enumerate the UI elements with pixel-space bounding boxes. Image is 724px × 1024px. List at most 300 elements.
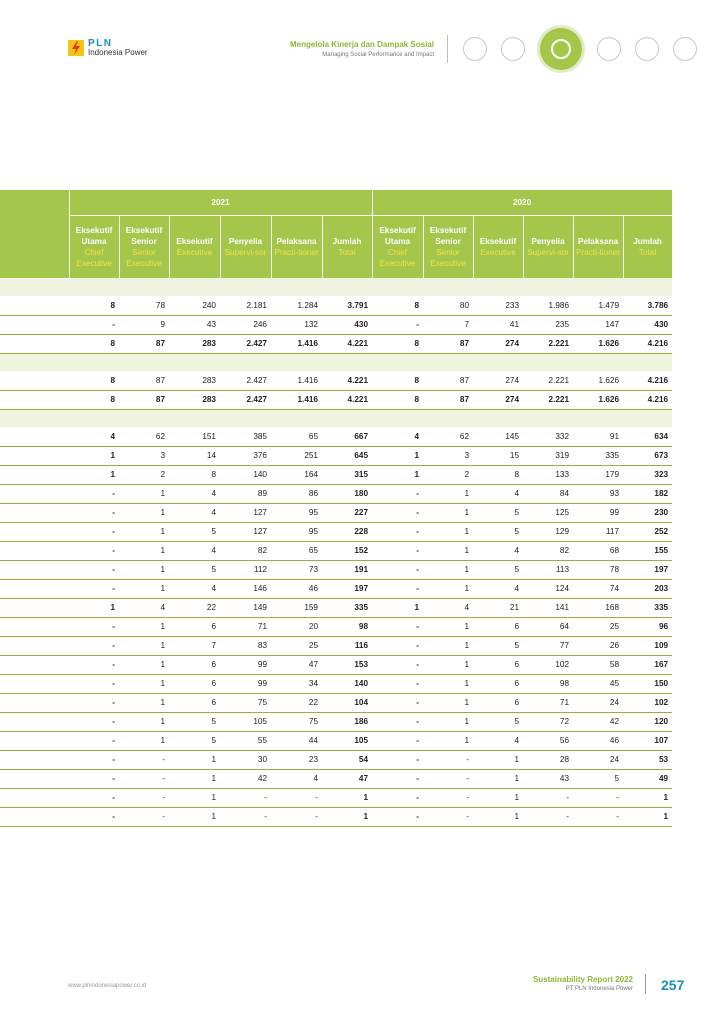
table-cell: 1 <box>119 560 169 579</box>
table-cell: 75 <box>271 712 322 731</box>
chapter-subtitle: Managing Social Performance and Impact <box>322 52 434 58</box>
footer-report-info <box>533 975 633 992</box>
table-cell: 1.626 <box>573 390 623 409</box>
column-header <box>523 216 573 279</box>
table-cell: 71 <box>220 617 271 636</box>
table-cell: 6 <box>169 617 220 636</box>
table-cell: 82 <box>523 541 573 560</box>
column-header <box>372 216 423 279</box>
table-cell: 146 <box>220 579 271 598</box>
table-cell: - <box>69 712 119 731</box>
table-cell: - <box>69 674 119 693</box>
table-cell: 2.221 <box>523 371 573 390</box>
table-cell: 65 <box>271 427 322 446</box>
total-row <box>0 334 672 353</box>
table-cell: 2 <box>423 465 473 484</box>
table-cell: 1 <box>473 769 523 788</box>
table-cell: - <box>69 560 119 579</box>
table-cell: 1 <box>623 788 672 807</box>
table-cell: 4.216 <box>623 334 672 353</box>
table-cell: 430 <box>623 315 672 334</box>
column-header-id: Jumlah <box>633 237 662 246</box>
table-cell: - <box>372 769 423 788</box>
table-cell: 87 <box>119 334 169 353</box>
row-label-cell <box>0 712 69 731</box>
column-header-id: Eksekutif Senior <box>125 226 163 246</box>
table-cell: 4 <box>169 484 220 503</box>
table-cell: 86 <box>271 484 322 503</box>
table-cell: 3 <box>119 446 169 465</box>
column-header-en: Chief Executive <box>379 248 416 268</box>
table-cell: 6 <box>473 693 523 712</box>
table-cell: 168 <box>573 598 623 617</box>
table-row <box>0 769 672 788</box>
table-cell: - <box>69 655 119 674</box>
gear-icon[interactable] <box>501 37 525 61</box>
row-label-cell <box>0 503 69 522</box>
table-cell: 4 <box>473 731 523 750</box>
column-header-id: Eksekutif <box>176 237 213 246</box>
table-cell: - <box>372 788 423 807</box>
table-cell: - <box>220 807 271 826</box>
table-cell: 2.427 <box>220 334 271 353</box>
table-cell: 323 <box>623 465 672 484</box>
table-cell: 6 <box>473 655 523 674</box>
table-cell: - <box>271 788 322 807</box>
table-cell: 2 <box>119 465 169 484</box>
table-cell: 34 <box>271 674 322 693</box>
table-cell: 227 <box>322 503 372 522</box>
lightning-logo-icon <box>68 40 84 56</box>
chapter-nav-icons <box>456 28 704 70</box>
row-label-cell <box>0 334 69 353</box>
column-header <box>119 216 169 279</box>
footer-company: PT PLN Indonesia Power <box>565 986 633 992</box>
table-cell: 1 <box>322 788 372 807</box>
table-cell: - <box>271 807 322 826</box>
table-cell: 74 <box>573 579 623 598</box>
table-cell: 80 <box>423 296 473 315</box>
table-cell: 8 <box>69 390 119 409</box>
table-cell: - <box>69 541 119 560</box>
table-cell: 274 <box>473 371 523 390</box>
column-header-en: Supervi-sor <box>224 248 267 257</box>
table-cell: 89 <box>220 484 271 503</box>
table-cell: 133 <box>523 465 573 484</box>
header-divider <box>447 35 448 63</box>
table-cell: 24 <box>573 693 623 712</box>
table-cell: 107 <box>623 731 672 750</box>
table-cell: 5 <box>169 712 220 731</box>
column-header-en: Senior Executive <box>430 248 466 268</box>
table-cell: 235 <box>523 315 573 334</box>
table-row <box>0 655 672 674</box>
plant-icon[interactable] <box>673 37 697 61</box>
row-label-cell <box>0 617 69 636</box>
table-cell: - <box>372 712 423 731</box>
table-cell: 335 <box>623 598 672 617</box>
table-row <box>0 598 672 617</box>
table-cell: - <box>423 750 473 769</box>
table-cell: 145 <box>473 427 523 446</box>
table-cell: 1 <box>119 674 169 693</box>
table-cell: 1 <box>119 655 169 674</box>
table-cell: 1 <box>423 560 473 579</box>
table-cell: 376 <box>220 446 271 465</box>
table-cell: 4 <box>473 579 523 598</box>
table-cell: - <box>69 731 119 750</box>
table-cell: 1 <box>119 693 169 712</box>
table-cell: 1 <box>423 731 473 750</box>
table-cell: 179 <box>573 465 623 484</box>
table-cell: - <box>69 617 119 636</box>
table-cell: 49 <box>623 769 672 788</box>
table-cell: 1 <box>423 636 473 655</box>
table-cell: 1 <box>473 750 523 769</box>
table-cell: 47 <box>322 769 372 788</box>
table-cell: - <box>69 636 119 655</box>
table-cell: 1.626 <box>573 334 623 353</box>
table-cell: 4.216 <box>623 371 672 390</box>
section-cell <box>0 353 672 371</box>
table-cell: 87 <box>119 371 169 390</box>
table-cell: 152 <box>322 541 372 560</box>
table-cell: 5 <box>473 560 523 579</box>
table-cell: 140 <box>322 674 372 693</box>
table-cell: 104 <box>322 693 372 712</box>
table-cell: 8 <box>372 296 423 315</box>
table-cell: 43 <box>523 769 573 788</box>
table-cell: 186 <box>322 712 372 731</box>
table-cell: - <box>119 750 169 769</box>
table-cell: 164 <box>271 465 322 484</box>
table-cell: 1 <box>169 788 220 807</box>
table-cell: 25 <box>271 636 322 655</box>
table-cell: 6 <box>169 655 220 674</box>
total-row <box>0 390 672 409</box>
table-cell: 1 <box>473 807 523 826</box>
table-cell: 385 <box>220 427 271 446</box>
section-cell <box>0 409 672 427</box>
table-cell: - <box>220 788 271 807</box>
table-row <box>0 674 672 693</box>
table-cell: 149 <box>220 598 271 617</box>
row-label-cell <box>0 750 69 769</box>
table-cell: - <box>423 807 473 826</box>
table-cell: 167 <box>623 655 672 674</box>
chapter-title: Mengelola Kinerja dan Dampak Sosial <box>289 40 434 49</box>
table-cell: 335 <box>322 598 372 617</box>
table-row <box>0 503 672 522</box>
table-cell: 4 <box>119 598 169 617</box>
table-cell: 8 <box>69 371 119 390</box>
table-cell: 99 <box>573 503 623 522</box>
table-cell: 332 <box>523 427 573 446</box>
table-cell: 4 <box>271 769 322 788</box>
hand-care-icon[interactable] <box>597 37 621 61</box>
table-cell: 1 <box>119 731 169 750</box>
section-row <box>0 409 672 427</box>
table-cell: 233 <box>473 296 523 315</box>
table-cell: 673 <box>623 446 672 465</box>
table-cell: 1 <box>119 617 169 636</box>
row-label-cell <box>0 390 69 409</box>
column-header <box>271 216 322 279</box>
table-cell: 42 <box>220 769 271 788</box>
table-cell: 3.791 <box>322 296 372 315</box>
table-cell: 1 <box>169 807 220 826</box>
column-header-row <box>0 216 672 279</box>
table-cell: 87 <box>423 371 473 390</box>
table-row <box>0 371 672 390</box>
table-cell: 5 <box>473 712 523 731</box>
table-cell: 150 <box>623 674 672 693</box>
table-cell: 1 <box>423 617 473 636</box>
table-cell: - <box>372 750 423 769</box>
table-cell: 9 <box>119 315 169 334</box>
row-label-cell <box>0 788 69 807</box>
table-cell: 5 <box>473 503 523 522</box>
row-label-cell <box>0 636 69 655</box>
table-cell: 203 <box>623 579 672 598</box>
table-cell: 4 <box>372 427 423 446</box>
table-cell: 3 <box>423 446 473 465</box>
table-cell: 1 <box>473 788 523 807</box>
table-cell: - <box>573 788 623 807</box>
table-cell: 1 <box>69 446 119 465</box>
table-cell: 87 <box>119 390 169 409</box>
row-label-cell <box>0 560 69 579</box>
table-cell: 1 <box>69 465 119 484</box>
table-cell: - <box>372 484 423 503</box>
column-header-en: Total <box>338 248 356 257</box>
table-cell: 1 <box>119 522 169 541</box>
column-header-id: Pelaksana <box>578 237 619 246</box>
table-cell: 1 <box>119 636 169 655</box>
table-cell: 5 <box>169 522 220 541</box>
table-cell: 7 <box>423 315 473 334</box>
row-label-cell <box>0 655 69 674</box>
label-header-cell <box>0 190 69 278</box>
table-cell: 251 <box>271 446 322 465</box>
section-row <box>0 278 672 296</box>
table-cell: - <box>372 541 423 560</box>
table-cell: - <box>69 579 119 598</box>
row-label-cell <box>0 371 69 390</box>
table-cell: 42 <box>573 712 623 731</box>
row-label-cell <box>0 731 69 750</box>
table-cell: 99 <box>220 674 271 693</box>
table-cell: - <box>372 693 423 712</box>
table-cell: - <box>372 617 423 636</box>
table-cell: 4.221 <box>322 334 372 353</box>
table-cell: 182 <box>623 484 672 503</box>
table-cell: 1 <box>423 503 473 522</box>
column-header <box>220 216 271 279</box>
table-cell: 6 <box>473 674 523 693</box>
table-cell: 430 <box>322 315 372 334</box>
table-row <box>0 731 672 750</box>
table-cell: 283 <box>169 334 220 353</box>
table-cell: 1 <box>372 465 423 484</box>
table-body <box>0 278 672 826</box>
table-cell: - <box>372 636 423 655</box>
table-cell: - <box>69 503 119 522</box>
table-cell: 1.479 <box>573 296 623 315</box>
table-cell: - <box>372 655 423 674</box>
table-row <box>0 617 672 636</box>
table-cell: 1 <box>423 541 473 560</box>
table-cell: 84 <box>523 484 573 503</box>
footer-divider <box>645 974 646 994</box>
table-row <box>0 788 672 807</box>
table-row <box>0 315 672 334</box>
community-icon[interactable] <box>540 28 582 70</box>
table-cell: - <box>372 579 423 598</box>
table-cell: 55 <box>220 731 271 750</box>
table-cell: 8 <box>372 371 423 390</box>
year-header-2021: 2021 <box>69 190 372 216</box>
table-cell: 120 <box>623 712 672 731</box>
table-cell: 1.416 <box>271 390 322 409</box>
table-cell: 113 <box>523 560 573 579</box>
table-cell: 1 <box>423 712 473 731</box>
table-cell: 8 <box>473 465 523 484</box>
table-cell: 124 <box>523 579 573 598</box>
table-cell: 30 <box>220 750 271 769</box>
column-header-id: Penyelia <box>228 237 263 246</box>
table-cell: 197 <box>322 579 372 598</box>
table-cell: - <box>523 807 573 826</box>
table-cell: - <box>372 674 423 693</box>
table-cell: 274 <box>473 334 523 353</box>
column-header-en: Supervi-sor <box>527 248 569 257</box>
table-cell: 83 <box>220 636 271 655</box>
table-cell: 26 <box>573 636 623 655</box>
row-label-cell <box>0 769 69 788</box>
row-label-cell <box>0 484 69 503</box>
footer-url[interactable]: www.plnindonesiapower.co.id <box>68 983 147 989</box>
year-header-2020: 2020 <box>372 190 672 216</box>
logo-subtitle: Indonesia Power <box>88 48 148 57</box>
table-row <box>0 427 672 446</box>
table-cell: 25 <box>573 617 623 636</box>
table-cell: 5 <box>473 522 523 541</box>
footer-report-title: Sustainability Report 2022 <box>532 975 633 984</box>
row-label-cell <box>0 427 69 446</box>
table-cell: 153 <box>322 655 372 674</box>
row-label-cell <box>0 693 69 712</box>
table-cell: 4 <box>473 541 523 560</box>
table-cell: - <box>69 693 119 712</box>
document-icon[interactable] <box>463 37 487 61</box>
table-cell: 1 <box>119 503 169 522</box>
table-row <box>0 541 672 560</box>
table-cell: 180 <box>322 484 372 503</box>
table-cell: 197 <box>623 560 672 579</box>
table-cell: 1.986 <box>523 296 573 315</box>
table-cell: 68 <box>573 541 623 560</box>
row-label-cell <box>0 522 69 541</box>
table-cell: 7 <box>169 636 220 655</box>
table-cell: 335 <box>573 446 623 465</box>
table-cell: 4.221 <box>322 371 372 390</box>
table-cell: 8 <box>69 296 119 315</box>
table-cell: 24 <box>573 750 623 769</box>
table-cell: 315 <box>322 465 372 484</box>
table-cell: 191 <box>322 560 372 579</box>
column-header-id: Eksekutif Utama <box>75 226 113 246</box>
table-cell: 2.221 <box>523 390 573 409</box>
table-cell: 5 <box>573 769 623 788</box>
table-cell: - <box>573 807 623 826</box>
table-cell: 1 <box>119 579 169 598</box>
table-cell: 22 <box>271 693 322 712</box>
column-header-id: Jumlah <box>332 237 362 246</box>
table-cell: 4 <box>169 503 220 522</box>
table-cell: 1 <box>423 693 473 712</box>
table-cell: 41 <box>473 315 523 334</box>
table-cell: 62 <box>423 427 473 446</box>
table-cell: 2.221 <box>523 334 573 353</box>
table-cell: 109 <box>623 636 672 655</box>
table-cell: 6 <box>473 617 523 636</box>
column-header <box>473 216 523 279</box>
table-row <box>0 579 672 598</box>
table-cell: 2.427 <box>220 390 271 409</box>
table-cell: 645 <box>322 446 372 465</box>
table-cell: 246 <box>220 315 271 334</box>
table-cell: 283 <box>169 390 220 409</box>
table-cell: - <box>423 769 473 788</box>
people-icon[interactable] <box>635 37 659 61</box>
table-row <box>0 693 672 712</box>
table-cell: 53 <box>623 750 672 769</box>
table-cell: 4 <box>473 484 523 503</box>
table-cell: 1 <box>119 484 169 503</box>
table-cell: 5 <box>473 636 523 655</box>
company-logo <box>68 39 148 57</box>
table-cell: 5 <box>169 731 220 750</box>
table-cell: 240 <box>169 296 220 315</box>
row-label-cell <box>0 541 69 560</box>
table-cell: 75 <box>220 693 271 712</box>
column-header-id: Eksekutif Utama <box>379 226 416 246</box>
table-cell: 47 <box>271 655 322 674</box>
table-cell: - <box>69 315 119 334</box>
table-cell: 46 <box>271 579 322 598</box>
column-header <box>423 216 473 279</box>
table-cell: 319 <box>523 446 573 465</box>
table-cell: 4 <box>423 598 473 617</box>
table-cell: - <box>423 788 473 807</box>
table-cell: - <box>69 788 119 807</box>
section-cell <box>0 278 672 296</box>
table-cell: 228 <box>322 522 372 541</box>
column-header-en: Total <box>638 248 657 257</box>
table-cell: 44 <box>271 731 322 750</box>
table-cell: 91 <box>573 427 623 446</box>
column-header-en: Senior Executive <box>126 248 162 268</box>
table-cell: 98 <box>322 617 372 636</box>
table-cell: 4.216 <box>623 390 672 409</box>
table-cell: 140 <box>220 465 271 484</box>
table-cell: 159 <box>271 598 322 617</box>
table-cell: 1 <box>423 522 473 541</box>
table-cell: - <box>372 503 423 522</box>
column-header <box>322 216 372 279</box>
table-cell: 43 <box>169 315 220 334</box>
